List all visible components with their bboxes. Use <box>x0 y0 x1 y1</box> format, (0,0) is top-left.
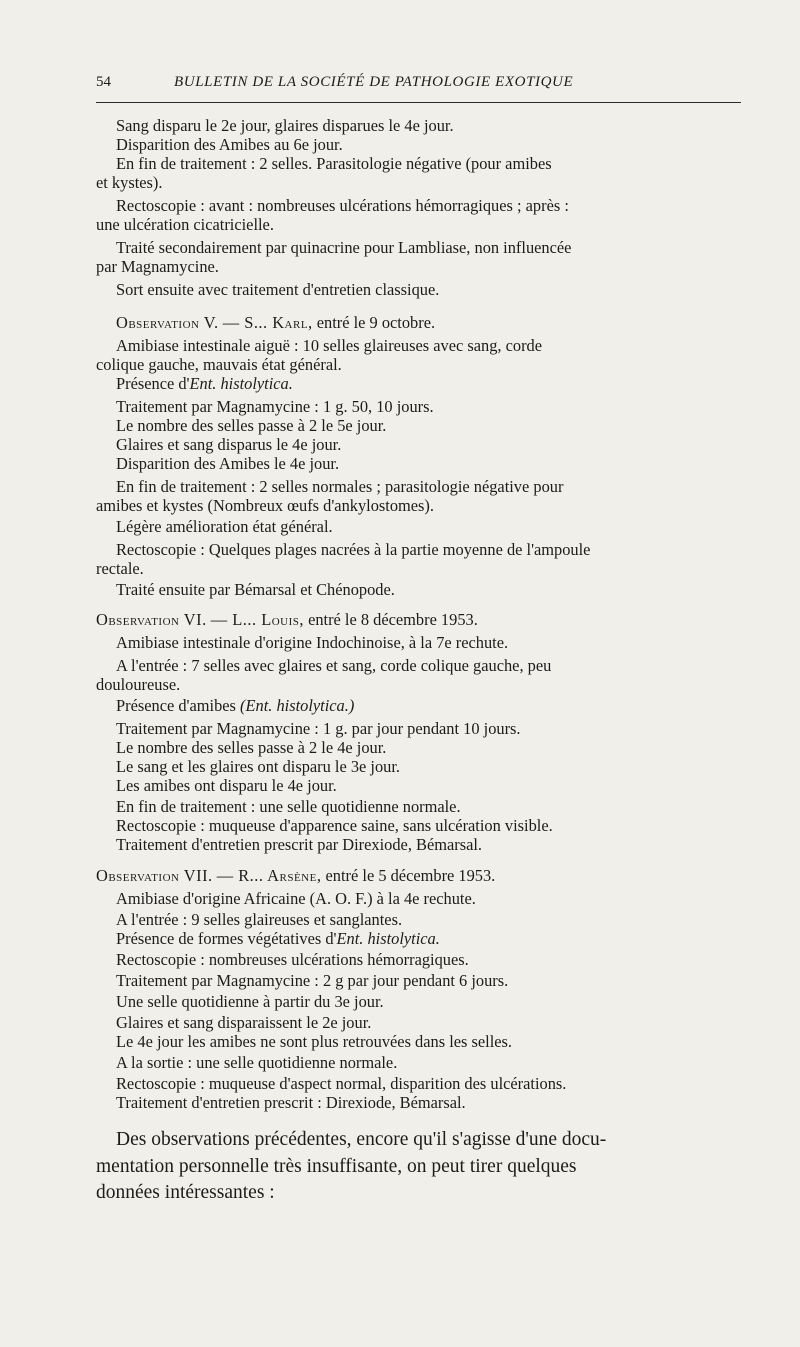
text-line: colique gauche, mauvais état général. <box>96 355 342 374</box>
text-line: Les amibes ont disparu le 4e jour. <box>116 776 337 795</box>
text-line: Glaires et sang disparus le 4e jour. <box>116 435 342 454</box>
text-line: Traitement par Magnamycine : 2 g par jour pendant 6 jours. <box>116 971 509 990</box>
text-line: En fin de traitement : une selle quotidienne normale. <box>116 797 461 816</box>
running-header <box>96 72 741 96</box>
page-number: 54 <box>96 74 111 90</box>
text-line: Sort ensuite avec traitement d'entretien classique. <box>116 280 440 299</box>
text-line: Rectoscopie : Quelques plages nacrées à la partie moyenne de l'ampoule <box>116 540 591 559</box>
text-line: Glaires et sang disparaissent le 2e jour. <box>116 1013 372 1032</box>
text-line: En fin de traitement : 2 selles normales ; parasitologie négative pour <box>116 477 564 496</box>
text-line: douloureuse. <box>96 675 181 694</box>
text-fragment: Présence d'amibes <box>116 696 241 715</box>
species-name: (Ent. histolytica.) <box>240 696 355 715</box>
journal-title: BULLETIN DE LA SOCIÉTÉ DE PATHOLOGIE EXOTIQUE <box>174 74 574 90</box>
text-line: et kystes). <box>96 173 163 192</box>
text-fragment: Présence de formes végétatives d' <box>116 929 337 948</box>
observation-date: entré le 5 décembre 1953. <box>321 866 496 885</box>
text-line: Traitement par Magnamycine : 1 g. par jour pendant 10 jours. <box>116 719 521 738</box>
patient-name: — S... Karl, <box>222 313 313 332</box>
text-line: Amibiase intestinale aiguë : 10 selles glaireuses avec sang, corde <box>116 336 543 355</box>
patient-name: — L... Louis, <box>210 610 304 629</box>
text-line: Amibiase intestinale d'origine Indochinoise, à la 7e rechute. <box>116 633 509 652</box>
observation-heading <box>96 610 741 629</box>
text-line: Le nombre des selles passe à 2 le 4e jour. <box>116 738 387 757</box>
text-line: Traitement d'entretien prescrit par Direxiode, Bémarsal. <box>116 835 483 854</box>
text-line: Rectoscopie : muqueuse d'apparence saine, sans ulcération visible. <box>116 816 553 835</box>
text-line: Disparition des Amibes le 4e jour. <box>116 454 340 473</box>
text-line: En fin de traitement : 2 selles. Parasitologie négative (pour amibes <box>116 154 552 173</box>
text-line: A l'entrée : 9 selles glaireuses et sanglantes. <box>116 910 403 929</box>
text-line: Le 4e jour les amibes ne sont plus retrouvées dans les selles. <box>116 1032 513 1051</box>
text-line: Le nombre des selles passe à 2 le 5e jour. <box>116 416 387 435</box>
observation-label: Observation VII. <box>96 866 213 885</box>
observation-label: Observation VI. <box>96 610 207 629</box>
observation-heading <box>96 866 741 885</box>
text-line: Une selle quotidienne à partir du 3e jour. <box>116 992 384 1011</box>
species-name: Ent. histolytica. <box>336 929 440 948</box>
observation-heading <box>96 313 741 332</box>
text-line: Traité ensuite par Bémarsal et Chénopode. <box>116 580 395 599</box>
text-fragment: Présence d' <box>116 374 190 393</box>
text-line: données intéressantes : <box>96 1182 275 1203</box>
text-line: Disparition des Amibes au 6e jour. <box>116 135 343 154</box>
observation-date: entré le 9 octobre. <box>312 313 436 332</box>
observation-date: entré le 8 décembre 1953. <box>303 610 478 629</box>
text-line: A l'entrée : 7 selles avec glaires et sang, corde colique gauche, peu <box>116 656 552 675</box>
text-line: Traitement d'entretien prescrit : Direxiode, Bémarsal. <box>116 1093 466 1112</box>
text-line: Rectoscopie : avant : nombreuses ulcérations hémorragiques ; après : <box>116 196 569 215</box>
text-line <box>96 929 741 948</box>
text-line: Traité secondairement par quinacrine pour Lambliase, non influencée <box>116 238 572 257</box>
patient-name: — R... Arsène, <box>216 866 322 885</box>
text-line: par Magnamycine. <box>96 257 219 276</box>
text-line: Des observations précédentes, encore qu'il s'agisse d'une docu- <box>116 1129 607 1150</box>
text-line: Sang disparu le 2e jour, glaires disparues le 4e jour. <box>116 116 454 135</box>
text-line: rectale. <box>96 559 144 578</box>
text-line <box>96 696 741 715</box>
text-line: amibes et kystes (Nombreux œufs d'ankylostomes). <box>96 496 434 515</box>
observation-label: Observation V. <box>116 313 219 332</box>
text-line: Amibiase d'origine Africaine (A. O. F.) à la 4e rechute. <box>116 889 476 908</box>
text-line: A la sortie : une selle quotidienne normale. <box>116 1053 398 1072</box>
text-line: Le sang et les glaires ont disparu le 3e jour. <box>116 757 401 776</box>
species-name: Ent. histolytica. <box>189 374 293 393</box>
text-line: Rectoscopie : muqueuse d'aspect normal, disparition des ulcérations. <box>116 1074 567 1093</box>
header-rule <box>96 102 741 103</box>
text-line: Rectoscopie : nombreuses ulcérations hémorragiques. <box>116 950 469 969</box>
text-line: Légère amélioration état général. <box>116 517 333 536</box>
text-line: une ulcération cicatricielle. <box>96 215 274 234</box>
text-line: mentation personnelle très insuffisante, on peut tirer quelques <box>96 1156 577 1177</box>
text-line: Traitement par Magnamycine : 1 g. 50, 10 jours. <box>116 397 434 416</box>
text-line <box>96 374 741 393</box>
